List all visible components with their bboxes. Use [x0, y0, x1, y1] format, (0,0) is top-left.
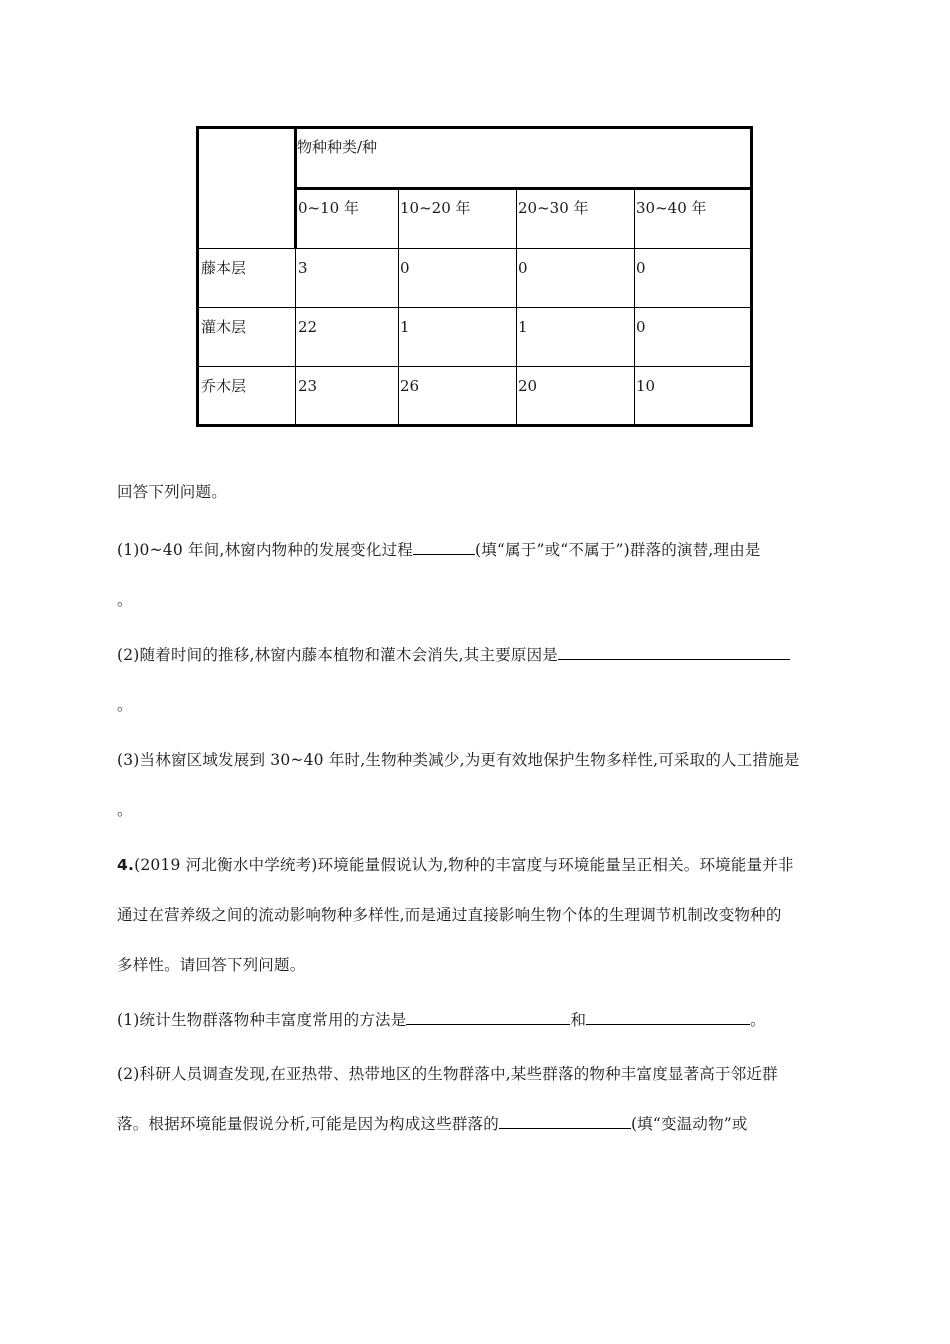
table-cell: 23: [298, 377, 318, 395]
table-cell: 26: [400, 377, 420, 395]
q4-line3: 多样性。请回答下列问题。: [117, 956, 306, 974]
answer-blank[interactable]: [586, 1010, 750, 1025]
species-table: [196, 126, 753, 427]
row-label-shrub: 灌木层: [201, 318, 247, 336]
q3-part2: [117, 645, 790, 665]
table-divider: [295, 248, 296, 424]
q4-part2-line2: [117, 1114, 748, 1134]
table-cell: 0: [636, 259, 646, 277]
q3-part1-end: 。: [117, 591, 133, 609]
table-divider: [199, 307, 750, 308]
row-label-tree: 乔木层: [201, 377, 247, 395]
table-cell: 22: [298, 318, 318, 336]
table-divider: [199, 366, 750, 367]
q4-line1: [117, 855, 794, 875]
table-cell: 0: [518, 259, 528, 277]
table-cell: 10: [636, 377, 656, 395]
q4-part1-text-mid: 和: [570, 1011, 587, 1029]
q3-part1-text-b: (填“属于”或“不属于”)群落的演替,理由是: [474, 541, 761, 559]
q4-part1-end: 。: [750, 1011, 766, 1029]
q3-part3: (3)当林窗区域发展到 30~40 年时,生物种类减少,为更有效地保护生物多样性,可采取的人工措施是: [117, 751, 800, 769]
intro-line: 回答下列问题。: [117, 483, 227, 501]
answer-blank[interactable]: [406, 1010, 570, 1025]
period-header: 20~30 年: [518, 199, 589, 217]
q4-part2-text-b: (填“变温动物”或: [630, 1115, 748, 1133]
q4-part2-text-a: 落。根据环境能量假说分析,可能是因为构成这些群落的: [117, 1115, 499, 1133]
answer-blank[interactable]: [413, 540, 475, 555]
row-label-vine: 藤本层: [201, 259, 247, 277]
table-cell: 0: [636, 318, 646, 336]
q3-part3-end: 。: [117, 801, 133, 819]
period-header: 10~20 年: [400, 199, 471, 217]
q4-part1: [117, 1010, 766, 1030]
table-cell: 0: [400, 259, 410, 277]
answer-blank[interactable]: [499, 1114, 631, 1129]
table-divider: [295, 187, 750, 190]
q4-line2: 通过在营养级之间的流动影响物种多样性,而是通过直接影响生物个体的生理调节机制改变物种的: [117, 906, 782, 924]
table-divider: [199, 248, 750, 249]
q3-part2-end: 。: [117, 696, 133, 714]
answer-blank[interactable]: [558, 645, 790, 660]
table-cell: 20: [518, 377, 538, 395]
question-number: 4.: [117, 856, 135, 874]
q4-part2-line1: (2)科研人员调查发现,在亚热带、热带地区的生物群落中,某些群落的物种丰富度显著高于邻近群: [117, 1065, 778, 1083]
q3-part1: [117, 540, 761, 560]
species-count-header: 物种种类/种: [297, 138, 378, 156]
q4-line1-text: (2019 河北衡水中学统考)环境能量假说认为,物种的丰富度与环境能量呈正相关。环境能量并非: [134, 856, 794, 874]
table-cell: 1: [400, 318, 410, 336]
period-header: 0~10 年: [298, 199, 359, 217]
q3-part1-text-a: (1)0~40 年间,林窗内物种的发展变化过程: [117, 541, 413, 559]
period-header: 30~40 年: [636, 199, 707, 217]
q4-part1-text-a: (1)统计生物群落物种丰富度常用的方法是: [117, 1011, 407, 1029]
q3-part2-text: (2)随着时间的推移,林窗内藤本植物和灌木会消失,其主要原因是: [117, 646, 559, 664]
table-cell: 3: [298, 259, 308, 277]
table-cell: 1: [518, 318, 528, 336]
